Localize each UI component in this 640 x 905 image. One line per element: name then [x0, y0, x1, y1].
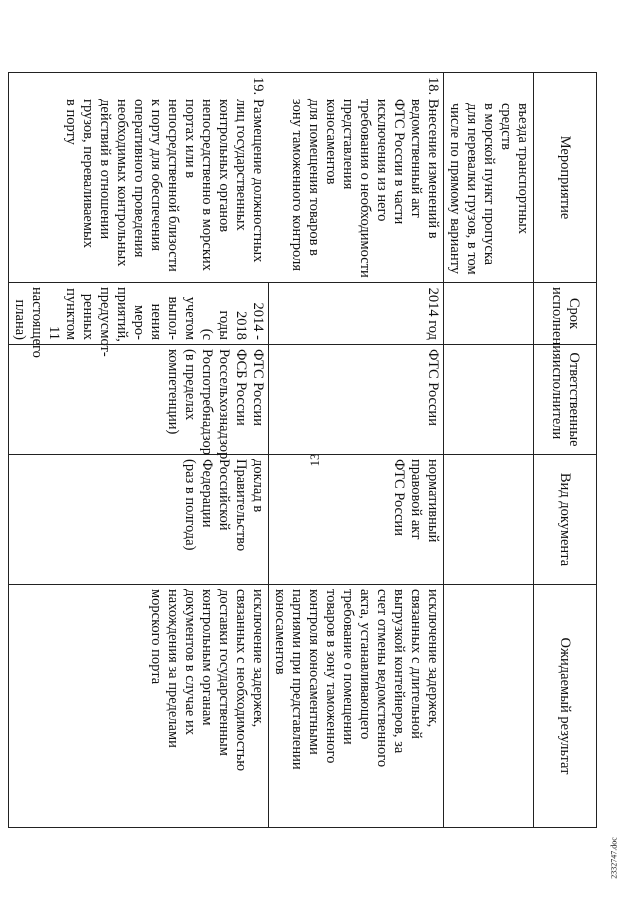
result-cell [444, 585, 534, 828]
executors-cell: ФТС России [269, 345, 444, 455]
result-cell: исключение задержек, связанных с длительной выгрузкой контейнеров, за счет отмены ведомственного акта, устанавливающего требование о помещении товаров в зону таможенного контроля коносаментными партиями при представлении коносаментов [269, 585, 444, 828]
measure-text: въезда транспортных средств в морской пункт пропуска для перевалки грузов, в том числе по прямому варианту [447, 103, 531, 275]
doc-type-cell [444, 455, 534, 585]
measure-text: Внесение изменений в ведомственный акт ФТС России в части исключения из него требования о необходимости представления коносаментов для помещения товаров в зону таможенного контроля [289, 98, 441, 278]
row-number: 18. [425, 77, 441, 96]
measure-cell [444, 73, 534, 283]
term-cell: 2014 год [269, 283, 444, 345]
header-term: Срок исполнения [534, 283, 597, 345]
table-header-row [534, 73, 597, 828]
header-executors: Ответственные исполнители [534, 345, 597, 455]
header-result: Ожидаемый результат [534, 585, 597, 828]
table-row [444, 73, 534, 828]
header-measure: Мероприятие [534, 73, 597, 283]
executors-cell [444, 345, 534, 455]
doc-type-cell: доклад в Правительство Российской Федерации (раз в полгода) [9, 455, 269, 585]
doc-type-cell: нормативный правовой акт ФТС России [269, 455, 444, 585]
row-number: 19. [250, 77, 267, 96]
measures-table [8, 72, 597, 828]
document-footer: 2332747.doc [609, 837, 619, 879]
measure-cell [9, 73, 269, 283]
page-number: 13 [307, 453, 322, 467]
measure-text: Размещение должностных лиц государственных контрольных органов непосредственно в морских портах или в непосредственной близости к порту для обеспечения оперативного проведения необходимых контрольных действий в отношении грузов, переваливаемых в порту [63, 99, 267, 272]
rotated-page-content [12, 72, 597, 827]
result-cell: исключение задержек, связанных с необходимостью доставки государственным контрольным органам документов в случае их нахождения за пределами морского порта [9, 585, 269, 828]
table-row [269, 73, 444, 828]
executors-cell: ФТС России ФСБ России Россельхознадзор Роспотребнадзор (в пределах компетенции) [9, 345, 269, 455]
table-row [9, 73, 269, 828]
measure-cell [269, 73, 444, 283]
header-doc-type: Вид документа [534, 455, 597, 585]
term-cell [444, 283, 534, 345]
term-cell: 2014 - 2018 годы (с учетом выпол- нения меро- приятий, предусмот- ренных пунктом 11 настоящего плана) [9, 283, 269, 345]
